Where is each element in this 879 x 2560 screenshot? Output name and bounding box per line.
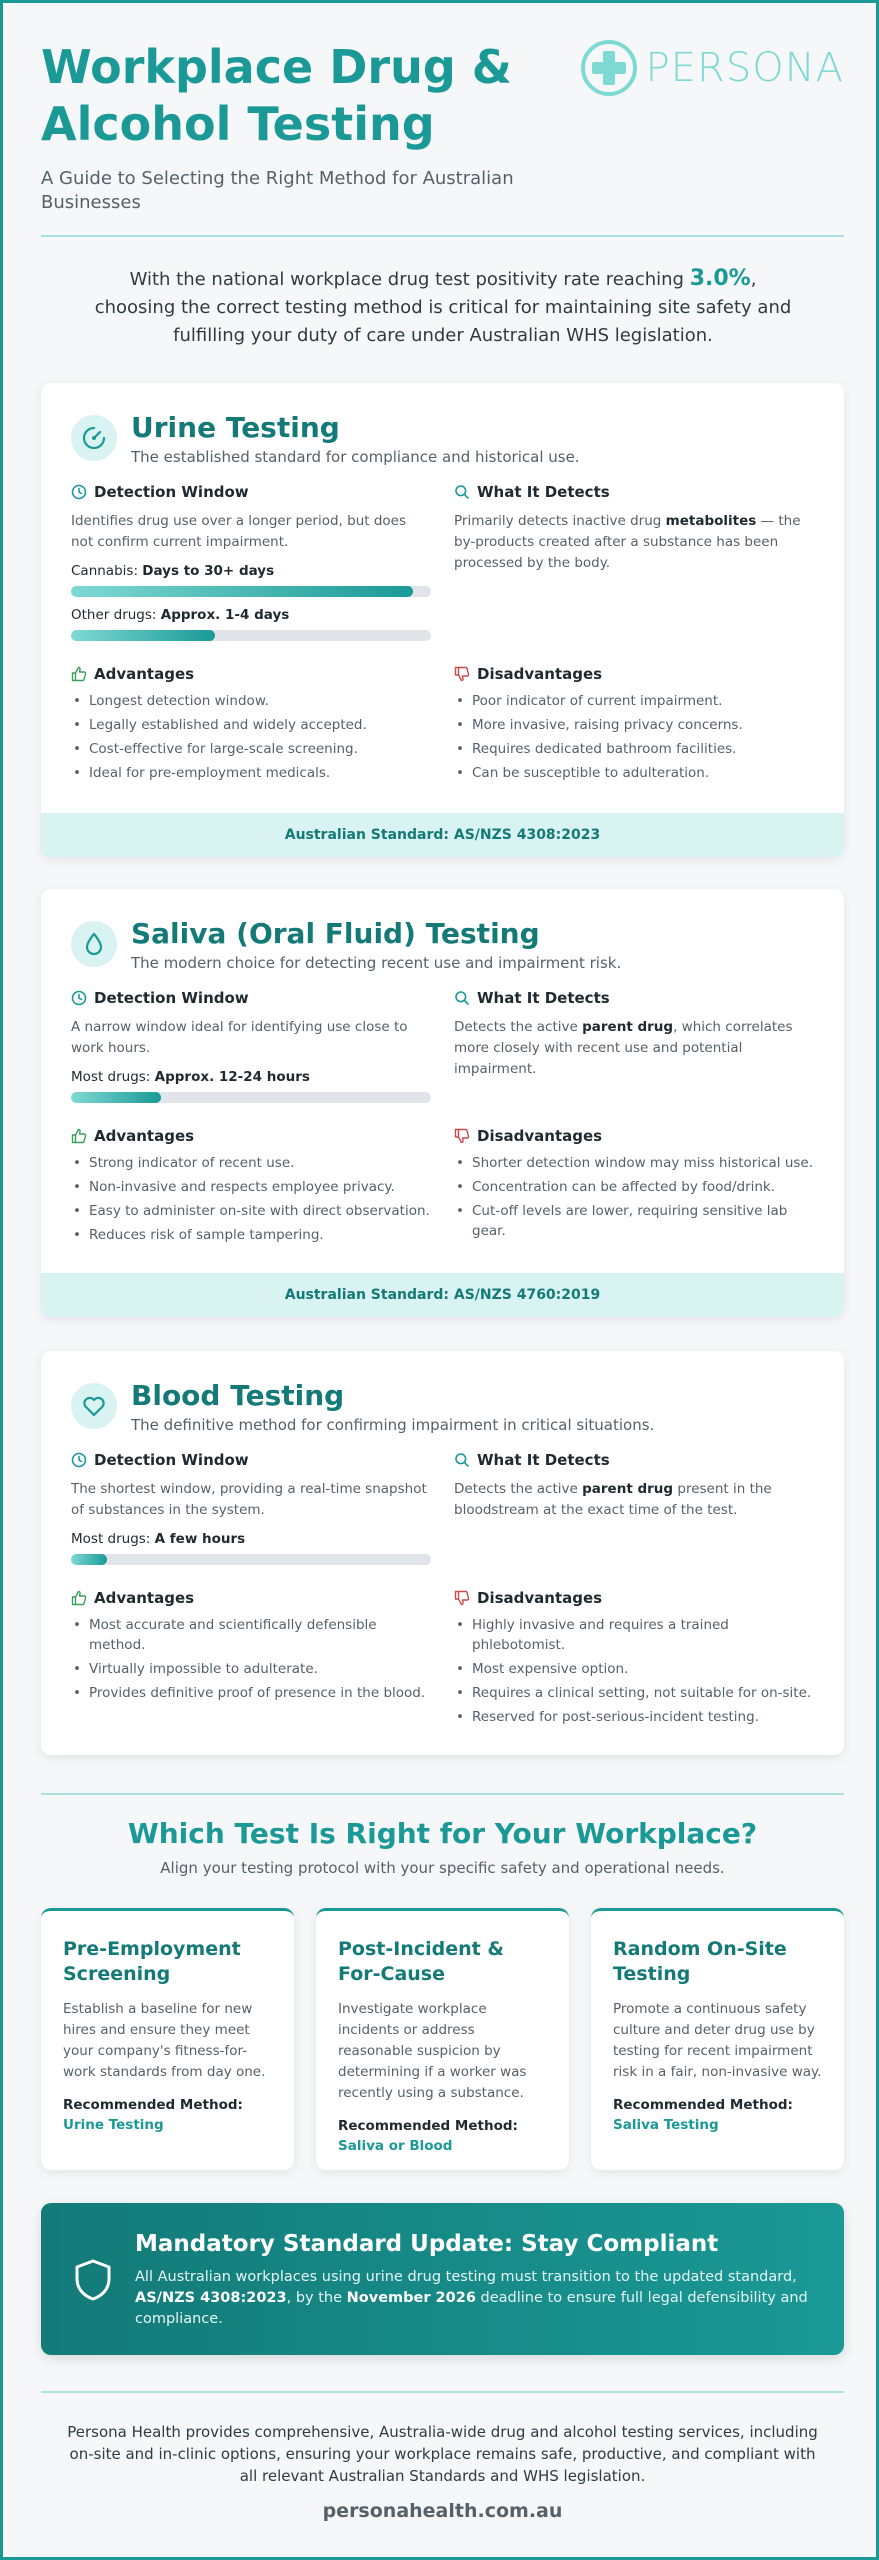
header [41, 39, 844, 215]
list-item: • Requires a clinical setting, not suitable for on-site. [454, 1683, 814, 1703]
logo-text: PERSONA [645, 45, 844, 91]
disadvantages-heading: Disadvantages [454, 1589, 814, 1607]
persona-logo[interactable] [580, 39, 844, 97]
medical-cross-icon [580, 39, 638, 97]
detection-bar-fill [71, 586, 413, 597]
search-icon [454, 1452, 470, 1468]
detection-bar [71, 586, 431, 597]
mini-card-title: Post-Incident & For-Cause [338, 1938, 504, 1985]
intro-text-before: With the national workplace drug test positivity rate reaching [129, 269, 690, 290]
list-item: • Non-invasive and respects employee privacy. [71, 1177, 431, 1197]
thumbs-down-icon [454, 666, 470, 682]
recommended-label: Recommended Method: [63, 2097, 243, 2113]
thumbs-up-icon [71, 1590, 87, 1606]
advantages-list [71, 691, 431, 783]
page-subtitle: A Guide to Selecting the Right Method for Australian Businesses [41, 168, 514, 213]
bar-label: Most drugs: A few hours [71, 1531, 246, 1547]
detection-window-heading: Detection Window [71, 1451, 431, 1469]
thumbs-up-icon [71, 666, 87, 682]
gauge-icon [71, 415, 117, 461]
detection-bar-fill [71, 630, 215, 641]
heart-icon [71, 1383, 117, 1429]
divider [41, 2391, 844, 2393]
compliance-banner [41, 2203, 844, 2355]
intro-paragraph [93, 265, 793, 350]
blood-testing-card [41, 1351, 844, 1755]
disadvantages-heading: Disadvantages [454, 1127, 814, 1145]
card-title: Saliva (Oral Fluid) Testing [131, 917, 540, 950]
list-item: • Cost-effective for large-scale screening. [71, 739, 431, 759]
card-title: Blood Testing [131, 1379, 345, 1412]
website-link[interactable]: personahealth.com.au [322, 2500, 563, 2522]
footer-text: Persona Health provides comprehensive, Australia-wide drug and alcohol testing services, including on-site and in-clinic options, ensuring your workplace remains safe, productive, and compliant with all relevant Australian Standards and WHS legislation. [67, 2423, 818, 2485]
thumbs-down-icon [454, 1590, 470, 1606]
what-it-detects-text: Detects the active parent drug present in the bloodstream at the exact time of the test. [454, 1481, 772, 1518]
thumbs-up-icon [71, 1128, 87, 1144]
pre-employment-card [41, 1908, 294, 2170]
advantages-list [71, 1615, 431, 1703]
banner-title: Mandatory Standard Update: Stay Compliant [135, 2231, 719, 2257]
card-subtitle: The established standard for compliance and historical use. [131, 448, 580, 466]
bar-label: Cannabis: Days to 30+ days [71, 563, 275, 579]
section-title: Which Test Is Right for Your Workplace? [127, 1817, 758, 1850]
detection-window-heading: Detection Window [71, 989, 431, 1007]
banner-text: All Australian workplaces using urine drug testing must transition to the updated standard, AS/NZS 4308:2023, by the November 2026 deadline to ensure full legal defensibility and compliance. [135, 2269, 808, 2327]
detection-window-heading: Detection Window [71, 483, 431, 501]
page-title: Workplace Drug & Alcohol Testing [41, 40, 512, 151]
disadvantages-heading: Disadvantages [454, 665, 814, 683]
list-item: • Longest detection window. [71, 691, 431, 711]
list-item: • Ideal for pre-employment medicals. [71, 763, 431, 783]
detection-window-text: A narrow window ideal for identifying use close to work hours. [71, 1019, 408, 1056]
mini-card-text: Investigate workplace incidents or address reasonable suspicion by determining if a worker was recently using a substance. [338, 2001, 527, 2101]
detection-bar-fill [71, 1554, 107, 1565]
list-item: • Requires dedicated bathroom facilities. [454, 739, 814, 759]
search-icon [454, 484, 470, 500]
urine-testing-card [41, 383, 844, 857]
what-it-detects-heading: What It Detects [454, 989, 814, 1007]
advantages-list [71, 1153, 431, 1245]
standard-footer: Australian Standard: AS/NZS 4308:2023 [41, 813, 844, 857]
detection-bar [71, 1554, 431, 1565]
post-incident-card [316, 1908, 569, 2170]
card-title: Urine Testing [131, 411, 340, 444]
intro-text-after: , choosing the correct testing method is critical for maintaining site safety and fulfilling your duty of care under Australian WHS legislation. [94, 269, 792, 346]
detection-bar [71, 630, 431, 641]
standard-footer: Australian Standard: AS/NZS 4760:2019 [41, 1273, 844, 1317]
mini-card-text: Promote a continuous safety culture and deter drug use by testing for recent impairment risk in a fair, non-invasive way. [613, 2001, 822, 2080]
list-item: • Reserved for post-serious-incident testing. [454, 1707, 814, 1727]
shield-icon [73, 2258, 113, 2302]
list-item: • Cut-off levels are lower, requiring sensitive lab gear. [454, 1201, 814, 1241]
recommended-method: Saliva or Blood [338, 2138, 453, 2154]
list-item: • Poor indicator of current impairment. [454, 691, 814, 711]
divider [41, 1793, 844, 1795]
bar-label: Most drugs: Approx. 12-24 hours [71, 1069, 310, 1085]
detection-window-text: The shortest window, providing a real-time snapshot of substances in the system. [71, 1481, 427, 1518]
clock-icon [71, 1452, 87, 1468]
disadvantages-list [454, 1615, 814, 1727]
divider [41, 235, 844, 237]
mini-card-title: Random On-Site Testing [613, 1938, 787, 1985]
list-item: • Legally established and widely accepted. [71, 715, 431, 735]
list-item: • Provides definitive proof of presence in the blood. [71, 1683, 431, 1703]
droplet-icon [71, 921, 117, 967]
mini-card-text: Establish a baseline for new hires and ensure they meet your company's fitness-for-work standards from day one. [63, 2001, 266, 2080]
detection-bar [71, 1092, 431, 1103]
advantages-heading: Advantages [71, 1127, 431, 1145]
list-item: • Concentration can be affected by food/drink. [454, 1177, 814, 1197]
section-subtitle: Align your testing protocol with your specific safety and operational needs. [160, 1859, 725, 1877]
recommended-method: Urine Testing [63, 2117, 164, 2133]
what-it-detects-text: Primarily detects inactive drug metabolites — the by-products created after a substance has been processed by the body. [454, 513, 801, 571]
disadvantages-list [454, 1153, 814, 1241]
clock-icon [71, 990, 87, 1006]
card-subtitle: The modern choice for detecting recent use and impairment risk. [131, 954, 622, 972]
list-item: • Can be susceptible to adulteration. [454, 763, 814, 783]
list-item: • Most expensive option. [454, 1659, 814, 1679]
bar-label: Other drugs: Approx. 1-4 days [71, 607, 290, 623]
list-item: • Highly invasive and requires a trained phlebotomist. [454, 1615, 814, 1655]
what-it-detects-text: Detects the active parent drug, which correlates more closely with recent use and potential impairment. [454, 1019, 793, 1077]
disadvantages-list [454, 691, 814, 783]
advantages-heading: Advantages [71, 665, 431, 683]
detection-bar-fill [71, 1092, 161, 1103]
positivity-rate-stat: 3.0% [689, 266, 751, 291]
recommended-method: Saliva Testing [613, 2117, 719, 2133]
mini-card-title: Pre-Employment Screening [63, 1938, 241, 1985]
list-item: • Shorter detection window may miss historical use. [454, 1153, 814, 1173]
saliva-testing-card [41, 889, 844, 1317]
clock-icon [71, 484, 87, 500]
search-icon [454, 990, 470, 1006]
list-item: • Strong indicator of recent use. [71, 1153, 431, 1173]
thumbs-down-icon [454, 1128, 470, 1144]
random-onsite-card [591, 1908, 844, 2170]
advantages-heading: Advantages [71, 1589, 431, 1607]
list-item: • Virtually impossible to adulterate. [71, 1659, 431, 1679]
recommended-label: Recommended Method: [338, 2118, 518, 2134]
card-subtitle: The definitive method for confirming impairment in critical situations. [131, 1416, 655, 1434]
what-it-detects-heading: What It Detects [454, 1451, 814, 1469]
list-item: • Reduces risk of sample tampering. [71, 1225, 431, 1245]
list-item: • More invasive, raising privacy concerns. [454, 715, 814, 735]
detection-window-text: Identifies drug use over a longer period, but does not confirm current impairment. [71, 513, 407, 550]
list-item: • Easy to administer on-site with direct observation. [71, 1201, 431, 1221]
list-item: • Most accurate and scientifically defensible method. [71, 1615, 431, 1655]
what-it-detects-heading: What It Detects [454, 483, 814, 501]
recommended-label: Recommended Method: [613, 2097, 793, 2113]
